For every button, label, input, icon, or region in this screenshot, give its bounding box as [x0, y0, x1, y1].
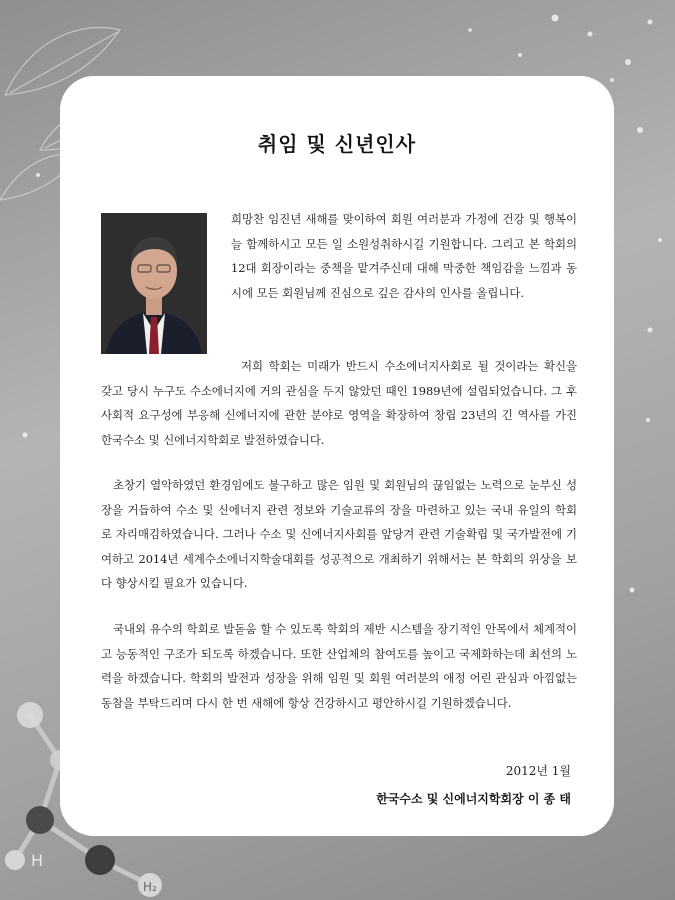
- president-photo: [101, 213, 207, 354]
- closing-paragraph: 국내외 유수의 학회로 발돋움 할 수 있도록 학회의 제반 시스템을 장기적인 안목에서 체계적이고 능동적인 구조가 되도록 하겠습니다. 또한 산업체의 참여도를 높이고 국제화하는데 최선의 노력을 하겠습니다. 학회의 발전과 성장을 위해 임원 및 회원 여러분의 애정 어린 관심과 아낌없는 동참을 부탁드리며 다시 한 번 새해에 항상 건강하시고 평안하시길 기원하겠습니다.: [101, 622, 577, 710]
- molecule-label: H₂: [143, 880, 157, 894]
- signature-line: 한국수소 및 신에너지학회장 이 종 태: [376, 792, 571, 806]
- page-title: 취임 및 신년인사: [257, 132, 417, 156]
- greeting-card: [60, 76, 614, 836]
- portrait-illustration: [101, 213, 207, 354]
- history-paragraph: 저희 학회는 미래가 반드시 수소에너지사회로 될 것이라는 확신을 갖고 당시 누구도 수소에너지에 거의 관심을 두지 않았던 때인 1989년에 설립되었습니다. 그 후 사회적 요구성에 부응해 신에너지에 관한 분야로 영역을 확장하여 창립 23년의 긴 역사를 가진 한국수소 및 신에너지학회로 발전하였습니다.: [101, 359, 577, 447]
- svg-text:H: H: [31, 851, 44, 870]
- date-line: 2012년 1월: [505, 764, 571, 778]
- growth-paragraph: 초창기 열악하였던 환경임에도 불구하고 많은 임원 및 회원님의 끊임없는 노력으로 눈부신 성장을 거듭하여 수소 및 신에너지 관련 정보와 기술교류의 장을 마련하고 있는 국내 유일의 학회로 자리매김하였습니다. 그러나 수소 및 신에너지사회를 앞당겨 관련 기술확립 및 국가발전에 기여하고 2014년 세계수소에너지학술대회를 성공적으로 개최하기 위해서는 본 학회의 위상을 보다 향상시킬 필요가 있습니다.: [101, 478, 577, 591]
- greeting-paragraph: 희망찬 임진년 새해를 맞이하여 회원 여러분과 가정에 건강 및 행복이 늘 함께하시고 모든 일 소원성취하시길 기원합니다. 그리고 본 학회의 12대 회장이라는 중책을 맡겨주신데 대해 막중한 책임감을 느낌과 동시에 모든 회원님께 진심으로 깊은 감사의 인사를 올립니다.: [231, 212, 577, 300]
